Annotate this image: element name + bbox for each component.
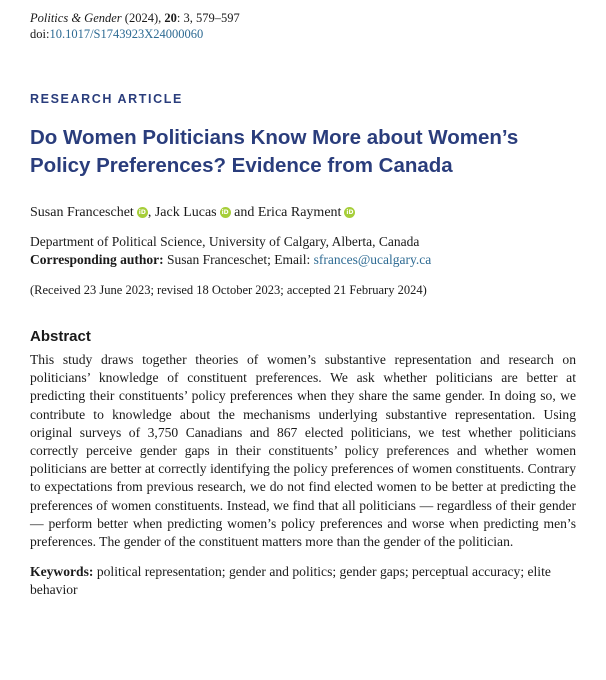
journal-issue-pages: : 3, 579–597	[176, 11, 240, 25]
article-type: RESEARCH ARTICLE	[30, 92, 183, 106]
keywords	[30, 563, 576, 599]
affiliation: Department of Political Science, University of Calgary, Alberta, Canada	[30, 234, 420, 249]
doi-prefix: doi:	[30, 27, 50, 41]
author-separator: and	[230, 205, 258, 220]
author-list	[30, 204, 576, 222]
author-name[interactable]: Erica Rayment	[257, 205, 342, 220]
orcid-icon[interactable]: iD	[221, 209, 229, 216]
doi-line	[30, 26, 576, 42]
abstract-body: This study draws together theories of women’s substantive representation and research on politicians’ knowledge of constituent preferences. We ask whether politicians are better at predicting their constituents’ policy preferences when they share the same gender. In doing so, we contribute to knowledge about the mechanisms underlying substantive representation. Using original surveys of 3,750 Canadians and 867 elected politicians, we test whether politicians correctly perceive gender gaps in their constituents’ policy preferences and whether women politicians are better at correctly identifying the policy preferences of women constituents. Contrary to expectations from previous research, we do not find elected women to be better at predicting the preferences of women constituents. Instead, we find that all politicians — regardless of their gender — perform better when predicting women’s policy preferences and worse when predicting men’s preferences. The gender of the constituent matters more than the gender of the politician.	[30, 352, 576, 550]
author-name[interactable]: Jack Lucas	[154, 205, 217, 220]
article-page	[30, 10, 576, 600]
journal-citation	[30, 10, 576, 26]
email-link[interactable]: sfrances@ucalgary.ca	[313, 252, 432, 267]
corresponding-name: Susan Franceschet; Email:	[163, 252, 314, 267]
doi-link[interactable]: 10.1017/S1743923X24000060	[49, 27, 204, 41]
journal-name: Politics & Gender	[30, 11, 122, 25]
article-title: Do Women Politicians Know More about Women’s Policy Preferences? Evidence from Canada	[30, 126, 519, 177]
author-name[interactable]: Susan Franceschet	[30, 205, 134, 220]
keywords-text: political representation; gender and politics; gender gaps; perceptual accuracy; elite behavior	[30, 564, 551, 598]
abstract-heading: Abstract	[30, 328, 91, 345]
corresponding-author	[30, 251, 576, 269]
received-dates: (Received 23 June 2023; revised 18 October 2023; accepted 21 February 2024)	[30, 283, 427, 297]
journal-volume: 20	[164, 11, 177, 25]
orcid-icon[interactable]: iD	[138, 209, 146, 216]
corresponding-label: Corresponding author:	[30, 252, 164, 267]
journal-year: (2024),	[124, 11, 162, 25]
keywords-label: Keywords:	[30, 564, 94, 580]
author-separator: ,	[147, 205, 155, 220]
orcid-icon[interactable]: iD	[346, 209, 354, 216]
